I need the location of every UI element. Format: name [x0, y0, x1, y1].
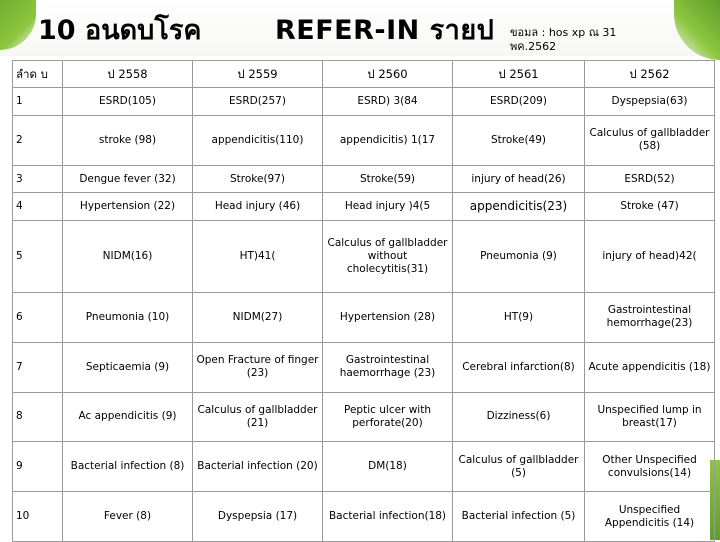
rank-cell: 9	[13, 442, 63, 492]
disease-cell: Stroke(59)	[323, 165, 453, 192]
disease-cell: Dengue fever (32)	[63, 165, 193, 192]
disease-cell: Bacterial infection (8)	[63, 442, 193, 492]
table-row	[13, 165, 715, 192]
table-row	[13, 115, 715, 165]
disease-cell: Gastrointestinal hemorrhage(23)	[585, 292, 715, 342]
disease-cell: Bacterial infection(18)	[323, 492, 453, 542]
table-row	[13, 492, 715, 542]
table-row	[13, 88, 715, 115]
disease-cell: ESRD(105)	[63, 88, 193, 115]
disease-cell: appendicitis(23)	[453, 193, 585, 220]
disease-cell: Calculus of gallbladder without cholecytitis(31)	[323, 220, 453, 292]
disease-cell: Fever (8)	[63, 492, 193, 542]
disease-cell: Calculus of gallbladder (5)	[453, 442, 585, 492]
disease-cell: injury of head(26)	[453, 165, 585, 192]
disease-cell: Head injury (46)	[193, 193, 323, 220]
table-row	[13, 193, 715, 220]
rank-cell: 7	[13, 342, 63, 392]
table-row	[13, 220, 715, 292]
year-header: ป 2562	[585, 61, 715, 88]
rank-cell: 6	[13, 292, 63, 342]
disease-cell: Dizziness(6)	[453, 392, 585, 442]
disease-cell: Peptic ulcer with perforate(20)	[323, 392, 453, 442]
disease-cell: Stroke(49)	[453, 115, 585, 165]
disease-cell: Head injury )4(5	[323, 193, 453, 220]
rank-cell: 3	[13, 165, 63, 192]
year-header: ป 2560	[323, 61, 453, 88]
data-source-note-line-2: พค.2562	[510, 40, 557, 53]
disease-cell: injury of head)42(	[585, 220, 715, 292]
disease-cell: NIDM(27)	[193, 292, 323, 342]
table-row	[13, 392, 715, 442]
rank-cell: 1	[13, 88, 63, 115]
disease-cell: NIDM(16)	[63, 220, 193, 292]
disease-cell: Cerebral infarction(8)	[453, 342, 585, 392]
disease-cell: Dyspepsia(63)	[585, 88, 715, 115]
rank-cell: 5	[13, 220, 63, 292]
table-header-row	[13, 61, 715, 88]
disease-cell: Acute appendicitis (18)	[585, 342, 715, 392]
table-row	[13, 292, 715, 342]
disease-cell: Calculus of gallbladder (58)	[585, 115, 715, 165]
disease-cell: HT)41(	[193, 220, 323, 292]
table-row	[13, 342, 715, 392]
disease-cell: Stroke(97)	[193, 165, 323, 192]
rank-column-header: ลำด บ	[13, 61, 63, 88]
rank-cell: 8	[13, 392, 63, 442]
disease-cell: Hypertension (28)	[323, 292, 453, 342]
disease-cell: Pneumonia (9)	[453, 220, 585, 292]
disease-cell: DM(18)	[323, 442, 453, 492]
disease-cell: appendicitis(110)	[193, 115, 323, 165]
disease-cell: Calculus of gallbladder (21)	[193, 392, 323, 442]
disease-cell: appendicitis) 1(17	[323, 115, 453, 165]
page-subtitle: REFER-IN รายป	[275, 15, 495, 46]
disease-cell: HT(9)	[453, 292, 585, 342]
year-header: ป 2559	[193, 61, 323, 88]
disease-cell: Ac appendicitis (9)	[63, 392, 193, 442]
rank-cell: 10	[13, 492, 63, 542]
disease-cell: Bacterial infection (20)	[193, 442, 323, 492]
disease-cell: ESRD(52)	[585, 165, 715, 192]
disease-cell: ESRD(209)	[453, 88, 585, 115]
page-title: 10 อนดบโรค	[38, 15, 202, 46]
disease-cell: ESRD) 3(84	[323, 88, 453, 115]
data-source-note-line-1: ขอมล : hos xp ณ 31	[510, 26, 617, 39]
disease-cell: Open Fracture of finger (23)	[193, 342, 323, 392]
disease-cell: stroke (98)	[63, 115, 193, 165]
disease-cell: Pneumonia (10)	[63, 292, 193, 342]
data-source-note	[510, 26, 670, 54]
disease-cell: Bacterial infection (5)	[453, 492, 585, 542]
table-row	[13, 442, 715, 492]
rank-cell: 4	[13, 193, 63, 220]
disease-cell: Septicaemia (9)	[63, 342, 193, 392]
disease-cell: Gastrointestinal haemorrhage (23)	[323, 342, 453, 392]
disease-cell: Unspecified lump in breast(17)	[585, 392, 715, 442]
disease-cell: Other Unspecified convulsions(14)	[585, 442, 715, 492]
year-header: ป 2558	[63, 61, 193, 88]
year-header: ป 2561	[453, 61, 585, 88]
disease-cell: Stroke (47)	[585, 193, 715, 220]
disease-cell: Dyspepsia (17)	[193, 492, 323, 542]
ranking-table	[12, 60, 715, 542]
disease-cell: Hypertension (22)	[63, 193, 193, 220]
disease-cell: Unspecified Appendicitis (14)	[585, 492, 715, 542]
disease-cell: ESRD(257)	[193, 88, 323, 115]
rank-cell: 2	[13, 115, 63, 165]
